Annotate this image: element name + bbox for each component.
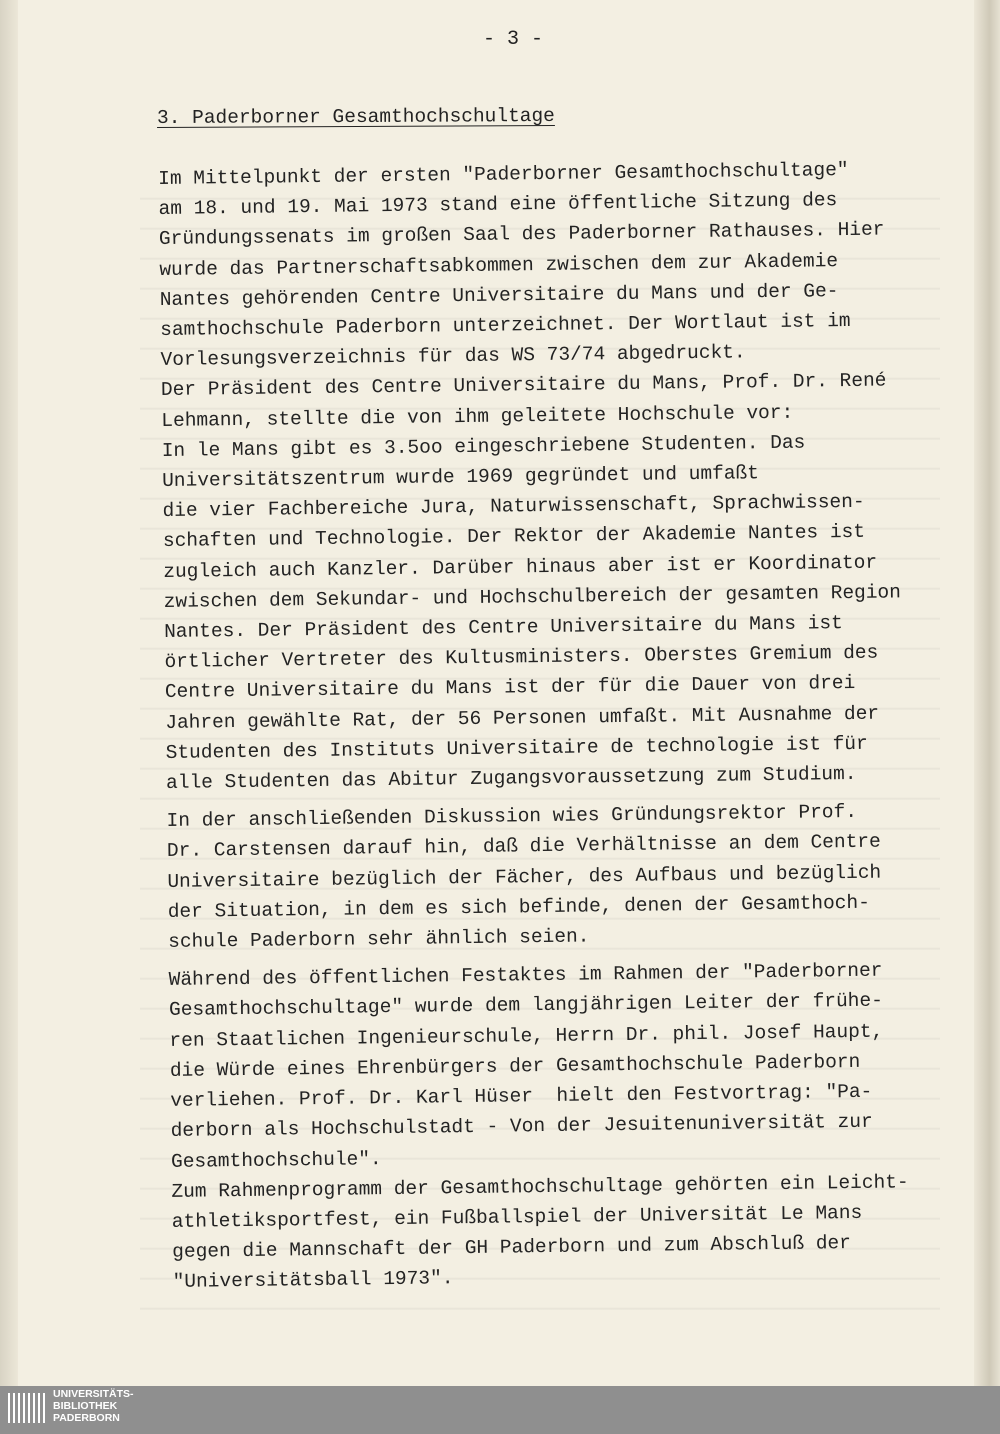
text-line: schule Paderborn sehr ähnlich seien. (168, 925, 590, 954)
paragraph-3 (168, 955, 962, 1298)
text-line: Lehmann, stellte die von ihm geleitete Hochschule vor: (161, 401, 794, 432)
body-text (158, 154, 963, 1298)
text-line: die Würde eines Ehrenbürgers der Gesamthochschule Paderborn (169, 1050, 861, 1082)
logo-line: PADERBORN (53, 1412, 120, 1424)
library-footer-bar (0, 1386, 1000, 1434)
paragraph-1 (158, 154, 956, 799)
text-line: athletiksportfest, ein Fußballspiel der Universität Le Mans (171, 1201, 863, 1233)
text-line: Gesamthochschule". (170, 1147, 382, 1173)
page-gutter-left (0, 0, 18, 1386)
text-line: Gründungssenats im großen Saal des Paderborner Rathauses. Hier (158, 218, 885, 251)
text-line: die vier Fachbereiche Jura, Naturwissenschaft, Sprachwissen- (162, 491, 865, 523)
text-line: am 18. und 19. Mai 1973 stand eine öffentliche Sitzung des (158, 189, 838, 221)
text-line: Nantes. Der Präsident des Centre Universitaire du Mans ist (163, 612, 843, 644)
text-line: In der anschließenden Diskussion wies Gründungsrektor Prof. (166, 801, 858, 833)
text-line: Universitätszentrum wurde 1969 gegründet und umfaßt (162, 462, 760, 493)
text-line: Gesamthochschultage" wurde dem langjährigen Leiter der frühe- (168, 990, 883, 1022)
library-logo-text (53, 1388, 134, 1424)
text-line: derborn als Hochschulstadt - Von der Jesuitenuniversität zur (170, 1111, 873, 1143)
text-line: ren Staatlichen Ingenieurschule, Herrn Dr. phil. Josef Haupt, (169, 1020, 884, 1052)
section-heading: 3. Paderborner Gesamthochschultage (156, 104, 555, 130)
page-number: - 3 - (482, 28, 543, 51)
text-line: wurde das Partnerschaftsabkommen zwischen dem zur Akademie (159, 249, 839, 281)
document-page (20, 0, 972, 1386)
text-line: Universitaire bezüglich der Fächer, des Aufbaus und bezüglich (167, 861, 882, 893)
text-line: gegen die Mannschaft der GH Paderborn und zum Abschluß der (172, 1232, 852, 1264)
text-line: verliehen. Prof. Dr. Karl Hüser hielt den Festvortrag: "Pa- (170, 1080, 873, 1113)
text-line: "Universitätsball 1973". (172, 1267, 454, 1294)
logo-line: UNIVERSITÄTS- (53, 1388, 134, 1400)
text-line: schaften und Technologie. Der Rektor der Akademie Nantes ist (162, 521, 866, 553)
text-line: Zum Rahmenprogramm der Gesamthochschultage gehörten ein Leicht- (171, 1170, 909, 1203)
text-line: Vorlesungsverzeichnis für das WS 73/74 abgedruckt. (160, 341, 746, 372)
text-line: Studenten des Instituts Universitaire de technologie ist für (165, 732, 868, 764)
text-line: Jahren gewählte Rat, der 56 Personen umfaßt. Mit Ausnahme der (165, 702, 880, 734)
paragraph-2 (166, 796, 958, 957)
text-line: zwischen dem Sekundar- und Hochschulbereich der gesamten Region (163, 581, 902, 613)
text-line: In le Mans gibt es 3.5oo eingeschriebene Studenten. Das (161, 431, 806, 462)
text-line: Nantes gehörenden Centre Universitaire du Mans und der Ge- (159, 279, 839, 311)
text-line: samthochschule Paderborn unterzeichnet. Der Wortlaut ist im (160, 309, 851, 342)
logo-line: BIBLIOTHEK (53, 1400, 118, 1412)
text-line: Im Mittelpunkt der ersten "Paderborner Gesamthochschultage" (158, 158, 849, 190)
text-line: Der Präsident des Centre Universitaire du Mans, Prof. Dr. René (160, 369, 887, 402)
text-line: der Situation, in dem es sich befinde, denen der Gesamthoch- (167, 891, 870, 923)
text-line: Centre Universitaire du Mans ist der für die Dauer von drei (164, 672, 856, 704)
text-line: Dr. Carstensen darauf hin, daß die Verhältnisse an dem Centre (166, 831, 881, 863)
text-line: örtlicher Vertreter des Kultusministers. Oberstes Gremium des (164, 641, 879, 674)
page-gutter-right (974, 0, 1000, 1386)
library-barcode-icon (8, 1393, 46, 1423)
text-line: alle Studenten das Abitur Zugangsvoraussetzung zum Studium. (165, 762, 857, 795)
text-line: Während des öffentlichen Festaktes im Rahmen der "Paderborner (168, 959, 883, 992)
text-line: zugleich auch Kanzler. Darüber hinaus aber ist er Koordinator (163, 551, 878, 583)
